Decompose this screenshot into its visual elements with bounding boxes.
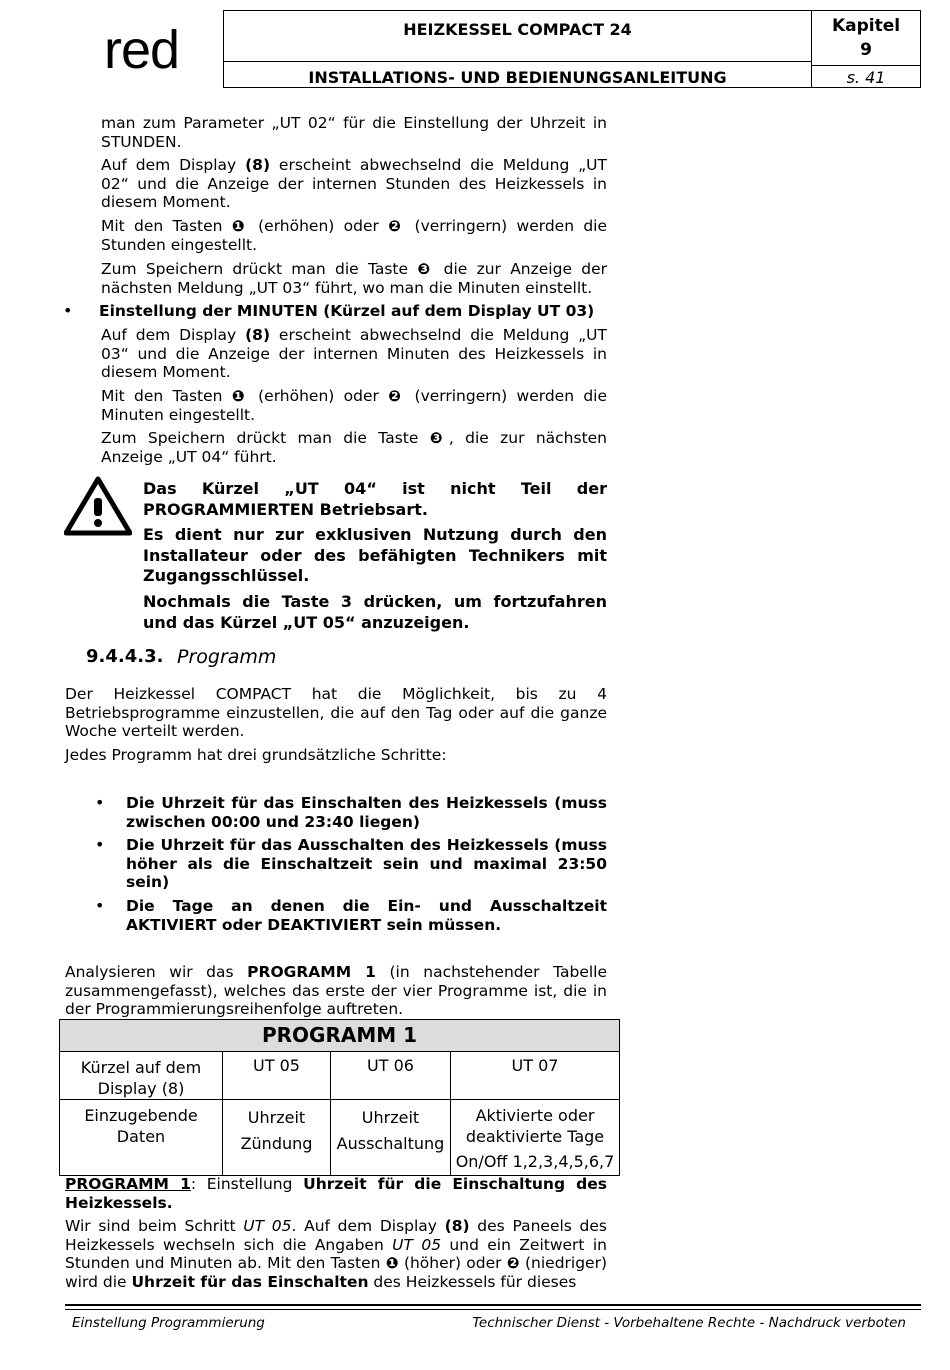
bullet-dot: • <box>95 835 105 854</box>
table-cell: UT 07 <box>451 1052 620 1100</box>
bullet-dot: • <box>63 301 73 320</box>
intro-paragraph-4: Zum Speichern drückt man die Taste ❸ die zur Anzeige der nächsten Meldung „UT 03“ führt, wo man die Minuten einstellt. <box>101 260 607 297</box>
footer-divider <box>65 1304 921 1306</box>
table-title: PROGRAMM 1 <box>60 1020 620 1052</box>
page-number: s. 41 <box>846 68 886 87</box>
footer-divider <box>65 1309 921 1310</box>
minutes-paragraph-2: Mit den Tasten ❶ (erhöhen) oder ❷ (verringern) werden die Minuten eingestellt. <box>101 387 608 424</box>
company-logo: red <box>104 20 180 80</box>
list-item: Die Tage an denen die Ein- und Ausschaltzeit AKTIVIERT oder DEAKTIVIERT sein müssen. <box>126 897 607 934</box>
header-divider <box>224 61 811 62</box>
key-1-icon: ❶ <box>231 387 249 405</box>
section-title: Programm <box>177 646 277 668</box>
chapter-label: Kapitel <box>831 16 901 36</box>
table-cell: Uhrzeit Ausschaltung <box>331 1100 451 1176</box>
table-cell: Kürzel auf dem Display (8) <box>60 1052 223 1100</box>
key-1-icon: ❶ <box>231 217 249 235</box>
list-item: Die Uhrzeit für das Einschalten des Heizkessels (muss zwischen 00:00 und 23:40 liegen) <box>126 794 607 831</box>
document-subtitle: INSTALLATIONS- UND BEDIENUNGSANLEITUNG <box>308 68 727 87</box>
list-item: Die Uhrzeit für das Ausschalten des Heizkessels (muss höher als die Einschaltzeit sein und maximal 23:50 sein) <box>126 836 607 891</box>
table-cell: Uhrzeit Zündung <box>223 1100 331 1176</box>
warning-paragraph-2: Es dient nur zur exklusiven Nutzung durch den Installateur oder des befähigten Technikers mit Zugangsschlüssel. <box>143 525 607 585</box>
intro-paragraph-2: Auf dem Display (8) erscheint abwechselnd die Meldung „UT 02“ und die Anzeige der internen Stunden des Heizkessels in diesem Moment. <box>101 156 607 211</box>
table-cell: UT 05 <box>223 1052 331 1100</box>
program-table <box>59 1019 620 1176</box>
table-cell: UT 06 <box>331 1052 451 1100</box>
table-cell: Einzugebende Daten <box>60 1100 223 1176</box>
header-box <box>223 10 812 88</box>
chapter-divider <box>812 65 920 66</box>
section-paragraph-1: Der Heizkessel COMPACT hat die Möglichkeit, bis zu 4 Betriebsprogramme einzustellen, die auf den Tag oder auf die ganze Woche verteilt werden. <box>65 685 607 740</box>
minutes-paragraph-3: Zum Speichern drückt man die Taste ❸, die zur nächsten Anzeige „UT 04“ führt. <box>101 429 608 466</box>
bullet-dot: • <box>95 896 105 915</box>
warning-triangle-icon <box>64 476 132 536</box>
key-1-icon: ❶ <box>385 1254 399 1272</box>
footer-left-text: Einstellung Programmierung <box>72 1315 265 1331</box>
key-2-icon: ❷ <box>506 1254 520 1272</box>
section-paragraph-2: Jedes Programm hat drei grundsätzliche Schritte: <box>65 746 447 764</box>
intro-paragraph-1: man zum Parameter „UT 02“ für die Einstellung der Uhrzeit in STUNDEN. <box>101 114 607 151</box>
program1-paragraph: Wir sind beim Schritt UT 05. Auf dem Display (8) des Paneels des Heizkessels wechseln sich die Angaben UT 05 und ein Zeitwert in Stunden und Minuten ab. Mit den Tasten ❶ (höher) oder ❷ (niedriger) wird die Uhrzeit für das Einschalten des Heizkessels für dieses <box>65 1217 608 1291</box>
analyse-paragraph: Analysieren wir das PROGRAMM 1 (in nachstehender Tabelle zusammengefasst), welches das erste der vier Programme ist, die in der Programmierungsreihenfolge auftreten. <box>65 963 608 1018</box>
chapter-box <box>811 10 921 88</box>
table-cell: Aktivierte oder deaktivierte Tage On/Off 1,2,3,4,5,6,7 <box>451 1100 620 1176</box>
footer-right-text: Technischer Dienst - Vorbehaltene Rechte - Nachdruck verboten <box>472 1315 906 1331</box>
document-title: HEIZKESSEL COMPACT 24 <box>403 20 632 39</box>
warning-paragraph-1: Das Kürzel „UT 04“ ist nicht Teil der PROGRAMMIERTEN Betriebsart. <box>143 479 607 519</box>
minutes-paragraph-1: Auf dem Display (8) erscheint abwechselnd die Meldung „UT 03“ und die Anzeige der internen Minuten des Heizkessels in diesem Moment. <box>101 326 607 381</box>
section-number: 9.4.4.3. <box>86 646 164 667</box>
key-3-icon: ❸ <box>417 260 435 278</box>
intro-paragraph-3: Mit den Tasten ❶ (erhöhen) oder ❷ (verringern) werden die Stunden eingestellt. <box>101 217 608 254</box>
program1-heading: PROGRAMM 1: Einstellung Uhrzeit für die Einschaltung des Heizkessels. <box>65 1175 607 1212</box>
warning-paragraph-3: Nochmals die Taste 3 drücken, um fortzufahren und das Kürzel „UT 05“ anzuzeigen. <box>143 592 607 632</box>
key-3-icon: ❸ <box>429 429 449 447</box>
minutes-heading: Einstellung der MINUTEN (Kürzel auf dem Display UT 03) <box>99 302 595 320</box>
key-2-icon: ❷ <box>388 217 406 235</box>
chapter-number: 9 <box>860 40 872 60</box>
key-2-icon: ❷ <box>388 387 406 405</box>
bullet-dot: • <box>95 793 105 812</box>
